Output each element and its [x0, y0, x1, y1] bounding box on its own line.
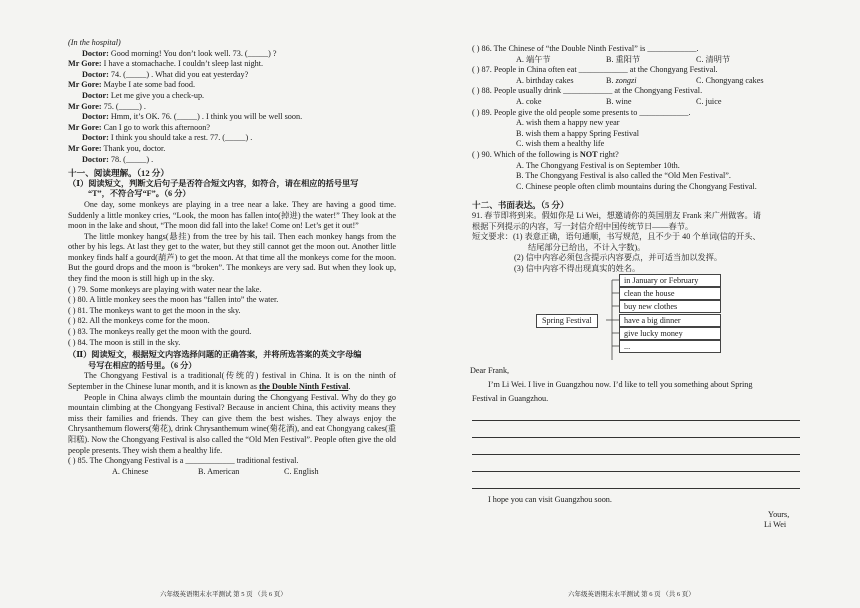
writing-requirement-1-cont: 结尾部分已给出，不计入字数)。: [528, 242, 646, 252]
tf-question: ( ) 81. The monkeys want to get the moon in the sky.: [68, 305, 241, 315]
spring-festival-mind-map: [534, 274, 800, 366]
option: C. wish them a healthy life: [516, 139, 605, 149]
tf-question: ( ) 82. All the monkeys come for the moon.: [68, 316, 210, 326]
true-false-list: [68, 285, 396, 349]
dialogue-text: 78. (_____) .: [110, 154, 154, 164]
section-11-title: 十一、阅读理解。（12 分）: [68, 168, 169, 179]
mc-question: ( ) 90. Which of the following is NOT right?: [472, 149, 619, 159]
speaker-label: Doctor:: [82, 112, 109, 122]
question-85-options: [68, 467, 396, 478]
mind-map-item: clean the house: [619, 287, 721, 300]
passage2-text-end: .: [348, 382, 351, 391]
dialogue-line: [68, 91, 396, 102]
speaker-label: Mr Gore:: [68, 143, 102, 153]
option: C. 清明节: [696, 54, 731, 64]
dialogue-line: [68, 102, 396, 113]
dialogue-text: 74. (_____) . What did you eat yesterday?: [110, 69, 249, 79]
requirements-label: 短文要求：: [472, 232, 513, 242]
writing-line[interactable]: [472, 472, 800, 489]
letter-opening: I’m Li Wei. I live in Guangzhou now. I’d like to tell you something about Spring: [488, 380, 753, 390]
dialogue-text: Hmm, it’s OK. 76. (_____) . I think you will be well soon.: [110, 112, 303, 122]
option: B. American: [198, 466, 240, 476]
option: C. Chongyang cakes: [696, 75, 764, 85]
letter-opening-cont: [472, 394, 800, 405]
option: C. English: [284, 466, 319, 476]
section-12-title: 十二、书面表达。（5 分）: [472, 200, 569, 211]
writing-requirement-1: [472, 232, 800, 243]
letter-sign-off: Yours,: [768, 509, 790, 519]
option: A. Chinese: [112, 466, 149, 476]
letter-closing: I hope you can visit Guangzhou soon.: [488, 495, 612, 505]
option: B. wish them a happy Spring Festival: [516, 128, 640, 138]
mind-map-item: buy new clothes: [619, 300, 721, 313]
writing-line[interactable]: [472, 404, 800, 421]
page-footer-right: 六年级英语期末水平测试 第 6 页 （共 6 页）: [568, 591, 695, 598]
option: A. The Chongyang Festival is on September 10th.: [516, 160, 680, 170]
speaker-label: Mr Gore:: [68, 59, 102, 69]
speaker-label: Doctor:: [82, 154, 109, 164]
dialogue-line: [68, 59, 396, 70]
letter-opening-text: Festival in Guangzhou.: [472, 393, 549, 403]
part2-instructions: （Ⅱ）阅读短文，根据短文内容选择问题的正确答案，并将所选答案的英文字母编: [68, 350, 362, 360]
writing-line[interactable]: [472, 455, 800, 472]
passage1-paragraph: One day, some monkeys are playing in a tree near a lake. They are having a good time. Suddenly a little monkey cries, “Look, the moon has fallen into(掉进) the water!” They look at the moon in the lake and shout, “The moon did fall into the lake! Come on! Let’s get it out!”: [68, 199, 396, 231]
writing-requirement-3: (3) 信中内容不得出现真实的姓名。: [514, 263, 641, 273]
multiple-choice-list: [472, 44, 800, 192]
speaker-label: Mr Gore:: [68, 101, 102, 111]
mind-map-item: ...: [619, 340, 721, 353]
dialogue-line: [68, 155, 396, 166]
mc-question: ( ) 89. People give the old people some presents to ____________.: [472, 107, 691, 117]
speaker-label: Mr Gore:: [68, 122, 102, 132]
requirement-text: (1) 表意正确，语句通顺，书写规范，且不少于 40 个单词(信的开头、: [512, 232, 761, 242]
part1-instructions-cont: “T”，不符合写“F”。（6 分）: [88, 189, 191, 199]
writing-area[interactable]: [472, 404, 800, 489]
mc-question: ( ) 86. The Chinese of “the Double Ninth Festival” is ____________.: [472, 44, 699, 53]
part2-instructions-cont: 号写在相应的括号里。（6 分）: [88, 360, 197, 370]
writing-line[interactable]: [472, 421, 800, 438]
tf-question: ( ) 84. The moon is still in the sky.: [68, 337, 181, 347]
mc-question: ( ) 88. People usually drink ____________ at the Chongyang Festival.: [472, 86, 703, 96]
tf-question: ( ) 83. The monkeys really get the moon with the gourd.: [68, 327, 252, 337]
mind-map-item: in January or February: [619, 274, 721, 287]
letter-signature: Li Wei: [764, 520, 787, 530]
mind-map-item: give lucky money: [619, 327, 721, 340]
right-column: [472, 44, 800, 531]
dialogue-text: Can I go to work this afternoon?: [103, 122, 211, 132]
writing-prompt-cont: 根据下列提示的内容，写一封信介绍中国传统节日——春节。: [472, 221, 694, 231]
tf-question: ( ) 79. Some monkeys are playing with water near the lake.: [68, 284, 262, 294]
speaker-label: Doctor:: [82, 133, 109, 143]
passage1-paragraph: The little monkey hangs(悬挂) from the tree by his tail. Then each monkey hangs from the other by his legs. At last they get to the water, but they still cannot get the moon out. Another little monkey finds half a gourd(葫芦) to get the moon. At that time all the monkeys come for the moon. But the gourd drops and the moon is “broken”. The monkeys are very sad. But when they look up, they find the moon is still high up in the sky.: [68, 231, 396, 284]
part1-instructions: （Ⅰ）阅读短文，判断文后句子是否符合短文内容，如符合，请在相应的括号里写: [68, 178, 359, 188]
passage2-paragraph: [68, 371, 396, 392]
letter-greeting: Dear Frank,: [470, 366, 510, 376]
mc-question: ( ) 87. People in China often eat ____________ at the Chongyang Festival.: [472, 65, 718, 75]
speaker-label: Doctor:: [82, 90, 109, 100]
option: B. 重阳节: [606, 54, 641, 64]
option: A. coke: [516, 96, 542, 106]
mind-map-root: Spring Festival: [536, 314, 598, 328]
option: B. wine: [606, 96, 632, 106]
speaker-label: Doctor:: [82, 69, 109, 79]
option: B. zongzi: [606, 75, 637, 85]
writing-requirement-2: (2) 信中内容必须包含提示内容要点，并可适当加以发挥。: [514, 253, 723, 263]
dialogue: [68, 49, 396, 166]
dialogue-text: Let me give you a check-up.: [110, 90, 205, 100]
dialogue-text: Maybe I ate some bad food.: [103, 80, 196, 90]
option: C. Chinese people often climb mountains during the Chongyang Festival.: [516, 181, 757, 191]
dialogue-line: [68, 70, 396, 81]
dialogue-line: [68, 133, 396, 144]
dialogue-text: Thank you, doctor.: [103, 143, 166, 153]
writing-prompt: 91. 春节即将到来。假如你是 Li Wei，想邀请你的英国朋友 Frank 来广州做客。请: [472, 210, 761, 220]
passage2-text: The Chongyang Festival is a traditional(传统的) festival in China. It is on the ninth of September in the Chinese lunar month, and it is known as: [68, 371, 396, 391]
mind-map-item: have a big dinner: [619, 314, 721, 327]
option: B. The Chongyang Festival is also called the “Old Men Festival”.: [516, 171, 731, 181]
dialogue-line: [68, 144, 396, 155]
options-row: [472, 55, 800, 66]
options-row: [472, 97, 800, 108]
question-85: ( ) 85. The Chongyang Festival is a ____________ traditional festival.: [68, 456, 299, 466]
passage2-paragraph: People in China always climb the mountain during the Chongyang Festival. Why do they go mountain climbing at the Chongyang Festival? Because in ancient China, this activity means they miss their families and friends. They can give them the best wishes. They always enjoy the Chrysanthemum flowers(菊花), drink Chrysanthemum wine(菊花酒), and eat Chongyang cakes(重阳糕). Now the Chongyang Festival is also called the “Old Men Festival”. People often give the old people presents. They wish them a healthy life.: [68, 392, 396, 455]
dialogue-line: [68, 80, 396, 91]
option: A. birthday cakes: [516, 75, 574, 85]
left-column: [68, 38, 396, 477]
tf-question: ( ) 80. A little monkey sees the moon has “fallen into” the water.: [68, 295, 279, 305]
options-row: [472, 76, 800, 87]
option: A. wish them a happy new year: [516, 118, 620, 128]
dialogue-line: [68, 49, 396, 60]
speaker-label: Doctor:: [82, 48, 109, 58]
dialogue-line: [68, 123, 396, 134]
double-ninth-festival-term: the Double Ninth Festival: [259, 382, 349, 391]
option: C. juice: [696, 96, 722, 106]
dialogue-line: [68, 112, 396, 123]
dialogue-text: I think you should take a rest. 77. (_____) .: [110, 133, 253, 143]
dialogue-setting: (In the hospital): [68, 38, 121, 47]
option: A. 端午节: [516, 54, 551, 64]
dialogue-text: 75. (_____) .: [103, 101, 146, 111]
speaker-label: Mr Gore:: [68, 80, 102, 90]
writing-line[interactable]: [472, 438, 800, 455]
dialogue-text: I have a stomachache. I couldn’t sleep last night.: [103, 59, 264, 69]
dialogue-text: Good morning! You don’t look well. 73. (_____) ?: [110, 48, 277, 58]
page-footer-left: 六年级英语期末水平测试 第 5 页 （共 6 页）: [160, 591, 287, 598]
